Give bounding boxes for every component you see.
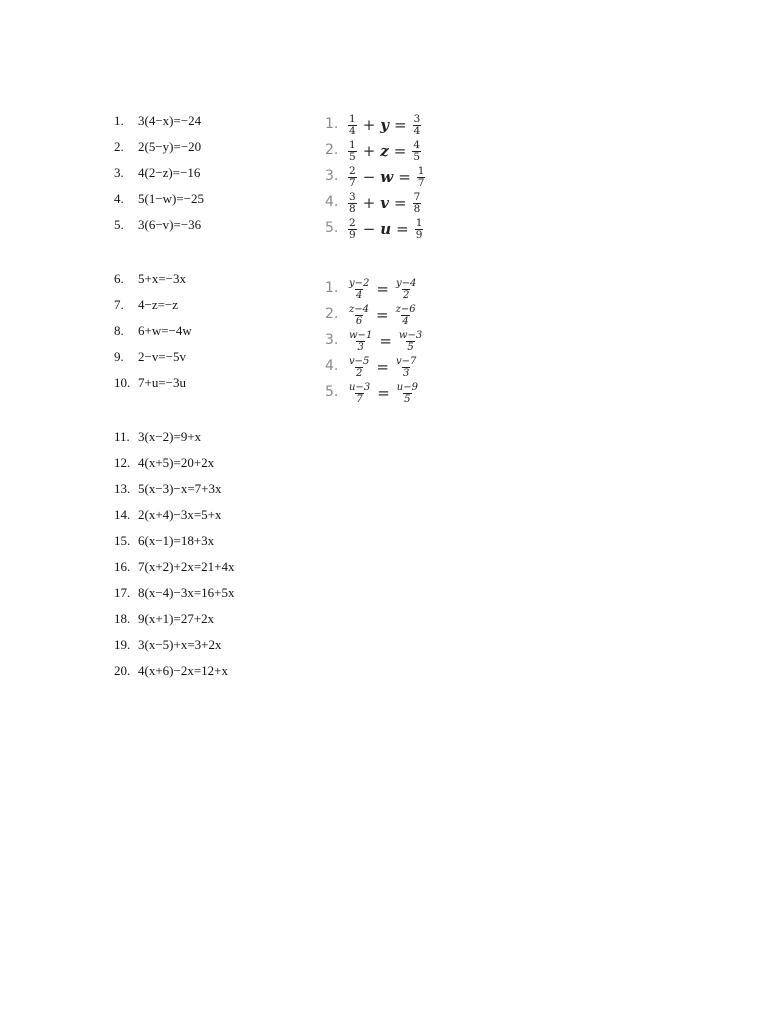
denominator: 7: [417, 176, 425, 189]
denominator: 4: [356, 289, 363, 301]
equation-text: 4−z=−z: [138, 297, 179, 312]
variable: z: [380, 142, 389, 160]
denominator: 8: [349, 202, 356, 215]
equation-text: 2(x+4)−3x=5+x: [138, 507, 222, 522]
equals-sign: =: [396, 220, 409, 238]
numerator: 7: [413, 190, 421, 203]
equals-sign: =: [393, 116, 407, 134]
equation-text: 7(x+2)+2x=21+4x: [138, 559, 235, 574]
fraction-left: [348, 114, 357, 137]
operator: −: [362, 168, 376, 186]
fraction-right: [395, 278, 417, 301]
equals-sign: =: [377, 384, 390, 402]
denominator: 4: [349, 124, 356, 137]
item-number: 5.: [325, 220, 339, 236]
item-number: 15.: [114, 533, 131, 548]
operator: +: [362, 142, 376, 160]
numerator: 1: [415, 216, 423, 229]
denominator: 8: [413, 202, 421, 215]
denominator: 5: [413, 150, 421, 163]
numerator: v−7: [395, 355, 417, 367]
numerator: 1: [349, 138, 356, 151]
fraction-left: [348, 278, 370, 301]
equation-text: 8(x−4)−3x=16+5x: [138, 585, 235, 600]
item-number: 18.: [114, 611, 131, 626]
equation-text: 7+u=−3u: [138, 375, 186, 390]
item-number: 17.: [114, 585, 131, 600]
fraction-right: [413, 114, 422, 137]
numerator: u−9: [396, 381, 418, 393]
equation-text: 6(x−1)=18+3x: [138, 533, 215, 548]
denominator: 5: [404, 393, 411, 405]
item-number: 7.: [114, 297, 124, 312]
rational-equation: [347, 276, 418, 302]
equation-text: 3(4−x)=−24: [138, 113, 202, 128]
numerator: u−3: [349, 381, 371, 393]
fraction-right: [412, 140, 421, 163]
item-number: 4.: [325, 358, 339, 374]
fraction-right: [395, 356, 417, 379]
denominator: 4: [413, 124, 421, 137]
fraction-left: [348, 382, 371, 405]
equals-sign: =: [398, 168, 411, 186]
numerator: y−4: [395, 277, 417, 289]
denominator: 4: [402, 315, 409, 327]
fraction-right: [395, 304, 417, 327]
equals-sign: =: [393, 142, 407, 160]
fraction-left: [348, 166, 357, 189]
equation-text: 2(5−y)=−20: [138, 139, 202, 154]
item-number: 5.: [114, 217, 124, 232]
numerator: y−2: [349, 277, 370, 289]
fraction-left: [348, 356, 370, 379]
fraction-right: [396, 382, 419, 405]
item-number: 16.: [114, 559, 131, 574]
fraction-equation: [347, 112, 422, 138]
variable: y: [380, 116, 389, 134]
numerator: z−4: [349, 303, 370, 315]
operator: +: [362, 116, 376, 134]
item-number: 3.: [114, 165, 124, 180]
rational-equation: [347, 354, 418, 380]
variable: u: [380, 220, 392, 238]
equation-text: 5(x−3)−x=7+3x: [138, 481, 222, 496]
item-number: 2.: [325, 142, 339, 158]
denominator: 5: [407, 341, 414, 353]
item-number: 13.: [114, 481, 131, 496]
denominator: 7: [349, 176, 356, 189]
item-number: 3.: [325, 168, 339, 184]
numerator: v−5: [349, 355, 370, 367]
equals-sign: =: [376, 358, 389, 376]
item-number: 10.: [114, 375, 131, 390]
item-number: 2.: [114, 139, 124, 154]
rational-equation: [347, 328, 424, 354]
equals-sign: =: [393, 194, 407, 212]
item-number: 20.: [114, 663, 131, 678]
denominator: 9: [349, 228, 356, 241]
item-number: 5.: [325, 384, 339, 400]
item-number: 8.: [114, 323, 124, 338]
denominator: 7: [356, 393, 363, 405]
equation-text: 4(2−z)=−16: [138, 165, 201, 180]
equals-sign: =: [379, 332, 392, 350]
item-number: 4.: [114, 191, 124, 206]
fraction-right: [417, 166, 426, 189]
fraction-left: [348, 218, 357, 241]
numerator: 2: [349, 164, 356, 177]
item-number: 12.: [114, 455, 131, 470]
numerator: w−1: [349, 329, 373, 341]
item-number: 1.: [325, 280, 339, 296]
fraction-right: [398, 330, 423, 353]
item-number: 11.: [114, 429, 130, 444]
equation-text: 3(x−2)=9+x: [138, 429, 202, 444]
equation-text: 5(1−w)=−25: [138, 191, 205, 206]
numerator: w−3: [398, 329, 423, 341]
operator: +: [362, 194, 376, 212]
fraction-equation: [347, 164, 426, 190]
fraction-left: [348, 192, 357, 215]
variable: w: [380, 168, 394, 186]
denominator: 2: [402, 289, 410, 301]
equals-sign: =: [376, 306, 389, 324]
denominator: 9: [415, 228, 423, 241]
item-number: 9.: [114, 349, 124, 364]
item-number: 4.: [325, 194, 339, 210]
equals-sign: =: [376, 280, 389, 298]
numerator: 3: [413, 112, 421, 125]
numerator: 1: [417, 164, 425, 177]
numerator: 4: [413, 138, 421, 151]
operator: −: [362, 220, 376, 238]
equation-text: 4(x+6)−2x=12+x: [138, 663, 228, 678]
equation-text: 3(6−v)=−36: [138, 217, 202, 232]
equation-text: 9(x+1)=27+2x: [138, 611, 215, 626]
fraction-left: [348, 140, 357, 163]
item-number: 1.: [325, 116, 339, 132]
variable: v: [380, 194, 389, 212]
rational-equation: [347, 302, 418, 328]
item-number: 14.: [114, 507, 131, 522]
numerator: 1: [349, 112, 356, 125]
equation-text: 6+w=−4w: [138, 323, 192, 338]
numerator: 3: [349, 190, 356, 203]
equation-text: 4(x+5)=20+2x: [138, 455, 215, 470]
denominator: 3: [357, 341, 364, 353]
fraction-right: [415, 218, 424, 241]
denominator: 3: [402, 367, 410, 379]
fraction-equation: [347, 190, 422, 216]
equation-text: 3(x−5)+x=3+2x: [138, 637, 222, 652]
denominator: 5: [349, 150, 356, 163]
fraction-left: [348, 330, 373, 353]
fraction-left: [348, 304, 370, 327]
equation-text: 5+x=−3x: [138, 271, 186, 286]
item-number: 19.: [114, 637, 131, 652]
equation-text: 2−v=−5v: [138, 349, 186, 364]
fraction-equation: [347, 138, 422, 164]
item-number: 2.: [325, 306, 339, 322]
item-number: 1.: [114, 113, 124, 128]
numerator: 2: [349, 216, 356, 229]
fraction-right: [413, 192, 422, 215]
fraction-equation: [347, 216, 424, 242]
denominator: 6: [355, 315, 363, 327]
item-number: 6.: [114, 271, 124, 286]
denominator: 2: [356, 367, 363, 379]
item-number: 3.: [325, 332, 339, 348]
rational-equation: [347, 380, 420, 406]
numerator: z−6: [395, 303, 416, 315]
